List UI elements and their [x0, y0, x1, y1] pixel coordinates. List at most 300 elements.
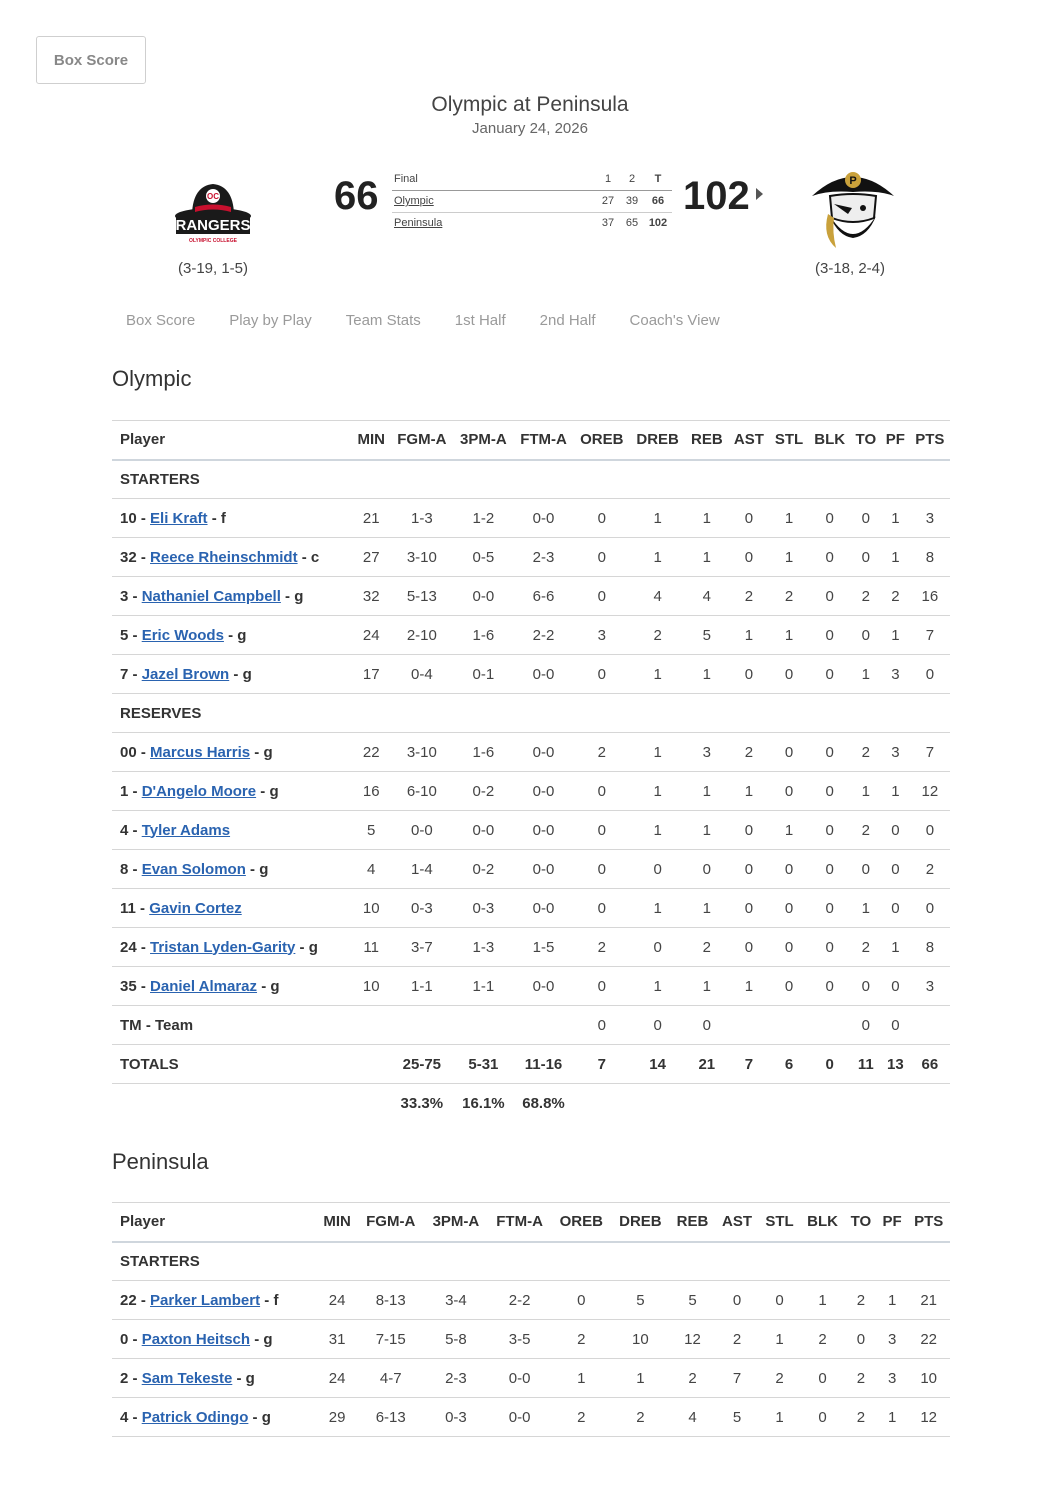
stat-cell: 0 — [809, 655, 851, 694]
column-header[interactable]: Player — [112, 1203, 317, 1242]
stat-cell — [769, 1006, 808, 1045]
totals-cell: 11-16 — [513, 1045, 573, 1084]
totals-row — [112, 1045, 950, 1084]
stat-cell: 0-0 — [513, 967, 573, 1006]
column-header[interactable]: TO — [845, 1203, 877, 1242]
linescore-status: Final — [392, 168, 596, 190]
stat-cell: 24 — [317, 1359, 358, 1398]
stat-cell: 12 — [670, 1320, 716, 1359]
stat-cell: 8 — [910, 538, 950, 577]
stat-cell: 1 — [769, 811, 808, 850]
separator: - — [128, 860, 142, 878]
player-name-link[interactable]: Evan Solomon — [141, 860, 246, 878]
player-name-link[interactable]: D'Angelo Moore — [141, 782, 257, 800]
stat-cell: 0 — [881, 889, 910, 928]
stat-cell: 0 — [574, 889, 630, 928]
player-position: g — [245, 1369, 255, 1387]
stat-cell: 1 — [800, 1281, 845, 1320]
stat-cell: 1 — [630, 967, 685, 1006]
stat-cell: 3 — [877, 1359, 907, 1398]
separator: - — [136, 1291, 151, 1309]
separator: - — [207, 509, 221, 527]
jersey-number: 00 — [120, 743, 137, 761]
stat-cell: 1 — [851, 655, 881, 694]
stat-cell: 0-2 — [453, 772, 513, 811]
column-header[interactable]: FGM-A — [357, 1203, 424, 1242]
percentage-cell: 33.3% — [400, 1094, 444, 1112]
player-row — [112, 1359, 950, 1398]
column-header[interactable]: REB — [670, 1203, 716, 1242]
player-cell — [112, 772, 352, 811]
separator: - — [128, 1330, 142, 1348]
stat-cell: 22 — [907, 1320, 950, 1359]
player-cell — [112, 577, 352, 616]
separator: - — [128, 1369, 142, 1387]
logo-initials: OC — [207, 192, 219, 201]
stat-cell: 0 — [728, 928, 769, 967]
linescore-team-link[interactable]: Olympic — [394, 195, 434, 207]
stat-cell: 0-0 — [390, 811, 453, 850]
column-header[interactable]: AST — [728, 421, 769, 460]
logo-subtext: OLYMPIC COLLEGE — [189, 238, 237, 244]
column-header[interactable]: MIN — [317, 1203, 358, 1242]
stat-cell: 10 — [611, 1320, 670, 1359]
separator: - — [128, 587, 142, 605]
section-row — [112, 694, 950, 733]
stat-cell: 2 — [759, 1359, 801, 1398]
stat-cell: 2 — [685, 928, 728, 967]
stat-cell: 0 — [769, 967, 808, 1006]
olympic-record: (3-19, 1-5) — [177, 260, 249, 277]
game-title: Olympic at Peninsula — [431, 93, 629, 116]
stat-cell: 0 — [881, 850, 910, 889]
separator: - — [280, 587, 295, 605]
section-label: STARTERS — [112, 1242, 950, 1281]
jersey-number: 0 — [120, 1330, 129, 1348]
section-row — [112, 1242, 950, 1281]
stat-cell: 17 — [352, 655, 390, 694]
column-header[interactable]: PTS — [907, 1203, 950, 1242]
player-cell — [112, 655, 352, 694]
stat-cell — [910, 1006, 950, 1045]
player-name-link[interactable]: Patrick Odingo — [141, 1408, 249, 1426]
stat-cell: 1 — [851, 772, 881, 811]
column-header[interactable]: FTM-A — [488, 1203, 552, 1242]
percentage-cell — [352, 1084, 390, 1123]
stat-cell: 5-8 — [424, 1320, 488, 1359]
percentage-row — [112, 1084, 950, 1123]
stat-cell: 6-13 — [357, 1398, 424, 1437]
stat-cell: 5 — [670, 1281, 716, 1320]
stat-cell — [513, 1006, 573, 1045]
player-cell — [112, 733, 352, 772]
stat-cell: 0 — [881, 967, 910, 1006]
stat-cell: 1 — [877, 1281, 907, 1320]
separator: - — [136, 743, 151, 761]
column-header[interactable]: MIN — [352, 421, 390, 460]
stat-cell: 1-6 — [453, 616, 513, 655]
stat-cell: 2 — [910, 850, 950, 889]
stat-cell: 1 — [769, 538, 808, 577]
stat-cell: 7 — [910, 616, 950, 655]
stat-cell: 0 — [728, 850, 769, 889]
stat-cell: 3 — [574, 616, 630, 655]
stat-cell: 0 — [574, 850, 630, 889]
player-row — [112, 967, 950, 1006]
stat-cell: 24 — [352, 616, 390, 655]
percentage-cell — [809, 1084, 851, 1123]
totals-cell: 5-31 — [453, 1045, 513, 1084]
stat-cell: 0-1 — [453, 655, 513, 694]
totals-label: TOTALS — [112, 1045, 352, 1084]
stat-cell: 3 — [881, 733, 910, 772]
totals-cell: 7 — [728, 1045, 769, 1084]
stat-cell: 1 — [551, 1359, 611, 1398]
player-cell — [112, 499, 352, 538]
column-header[interactable]: FTM-A — [513, 421, 573, 460]
stat-cell: 5-13 — [390, 577, 453, 616]
separator: - — [128, 1408, 142, 1426]
stat-cell: 1 — [881, 928, 910, 967]
percentage-cell — [728, 1084, 769, 1123]
stat-cell: 0-0 — [513, 655, 573, 694]
percentage-cell: 68.8% — [522, 1094, 565, 1112]
player-cell — [112, 928, 352, 967]
player-position: g — [263, 1330, 273, 1348]
jersey-number: 2 — [120, 1369, 129, 1387]
column-header[interactable]: TO — [851, 421, 881, 460]
separator: - — [297, 548, 311, 566]
stat-cell: 1 — [685, 889, 728, 928]
player-name-link[interactable]: Marcus Harris — [150, 743, 251, 761]
stat-cell: 0 — [809, 889, 851, 928]
stat-cell — [728, 1006, 769, 1045]
stat-cell: 12 — [907, 1398, 950, 1437]
percentage-cell — [630, 1084, 685, 1123]
stat-cell: 2-2 — [488, 1281, 552, 1320]
stat-cell: 0 — [769, 928, 808, 967]
stat-cell: 0-0 — [513, 850, 573, 889]
player-cell — [112, 538, 352, 577]
player-name-link[interactable]: Paxton Heitsch — [141, 1330, 251, 1348]
stat-cell: 16 — [352, 772, 390, 811]
player-name-link[interactable]: Parker Lambert — [150, 1291, 261, 1309]
stat-cell: 0-0 — [488, 1359, 552, 1398]
stat-cell: 1 — [728, 616, 769, 655]
stat-cell: 0 — [685, 1006, 728, 1045]
totals-cell: 7 — [574, 1045, 630, 1084]
stat-cell: 5 — [715, 1398, 759, 1437]
stat-cell: 0 — [769, 655, 808, 694]
tab-coachs-view[interactable]: Coach's View — [629, 312, 720, 329]
jersey-number: 5 — [120, 626, 129, 644]
separator: - — [128, 821, 142, 839]
stat-cell: 2 — [851, 928, 881, 967]
stat-cell: 0 — [769, 733, 808, 772]
player-name-link[interactable]: Tristan Lyden-Garity — [150, 938, 296, 956]
logo-wordmark: RANGERS — [175, 217, 251, 234]
player-cell — [112, 1281, 317, 1320]
stat-cell: 31 — [317, 1320, 358, 1359]
stat-cell: 0 — [728, 538, 769, 577]
percentage-cell — [769, 1084, 808, 1123]
percentage-cell — [685, 1084, 728, 1123]
stat-cell: 0 — [809, 928, 851, 967]
player-position: g — [261, 1408, 271, 1426]
column-header[interactable]: BLK — [800, 1203, 845, 1242]
stat-cell: 0-0 — [513, 499, 573, 538]
box-score-button[interactable]: Box Score — [36, 36, 146, 84]
column-header[interactable]: PTS — [910, 421, 950, 460]
jersey-number: 35 — [120, 977, 137, 995]
tab-2nd-half[interactable]: 2nd Half — [539, 312, 596, 329]
column-header[interactable]: FGM-A — [390, 421, 453, 460]
stat-cell: 2-3 — [424, 1359, 488, 1398]
totals-cell: 21 — [685, 1045, 728, 1084]
tab-1st-half[interactable]: 1st Half — [454, 312, 506, 329]
totals-cell: 6 — [769, 1045, 808, 1084]
stat-cell: 3-10 — [390, 733, 453, 772]
stat-cell: 0 — [715, 1281, 759, 1320]
column-header[interactable]: STL — [769, 421, 808, 460]
player-name-link[interactable]: Gavin Cortez — [149, 899, 242, 917]
stat-cell: 5 — [611, 1281, 670, 1320]
player-name-link[interactable]: Eli Kraft — [150, 509, 208, 527]
totals-cell: 13 — [881, 1045, 910, 1084]
stat-cell: 0 — [769, 850, 808, 889]
player-name-link[interactable]: Eric Woods — [141, 626, 224, 644]
player-name-link[interactable]: Reece Rheinschmidt — [150, 548, 298, 566]
column-header[interactable]: AST — [715, 1203, 759, 1242]
separator: - — [135, 899, 150, 917]
header-row — [112, 1203, 950, 1242]
linescore-total: 66 — [644, 190, 672, 212]
player-name-link[interactable]: Jazel Brown — [141, 665, 230, 683]
stat-cell: 2 — [728, 733, 769, 772]
box-score-tabs — [126, 312, 754, 329]
player-cell — [112, 1320, 317, 1359]
tab-play-by-play[interactable]: Play by Play — [229, 312, 312, 329]
stat-cell: 0-0 — [513, 772, 573, 811]
stat-cell: 1 — [630, 538, 685, 577]
separator: - — [136, 548, 151, 566]
olympic-score: 66 — [334, 174, 379, 218]
player-name-link[interactable]: Nathaniel Campbell — [141, 587, 281, 605]
team-row — [112, 1006, 950, 1045]
stat-cell: 2 — [574, 733, 630, 772]
percentage-cell — [851, 1084, 881, 1123]
jersey-number: 4 — [120, 1408, 129, 1426]
jersey-number: 3 — [120, 587, 129, 605]
stat-cell: 21 — [352, 499, 390, 538]
stat-cell — [352, 1006, 390, 1045]
stat-cell: 0 — [851, 616, 881, 655]
stat-cell: 6-6 — [513, 577, 573, 616]
stat-cell: 7-15 — [357, 1320, 424, 1359]
stat-cell: 2-10 — [390, 616, 453, 655]
stat-cell: 3 — [910, 967, 950, 1006]
stat-cell: 0 — [851, 1006, 881, 1045]
player-row — [112, 655, 950, 694]
separator: - — [229, 665, 243, 683]
totals-cell: 66 — [910, 1045, 950, 1084]
stat-cell: 1 — [881, 499, 910, 538]
stat-cell: 1-5 — [513, 928, 573, 967]
stat-cell: 0 — [574, 1006, 630, 1045]
stat-cell: 1 — [877, 1398, 907, 1437]
stat-cell: 2 — [851, 577, 881, 616]
stat-cell: 1 — [769, 616, 808, 655]
game-date: January 24, 2026 — [472, 120, 588, 137]
stat-cell: 1 — [685, 811, 728, 850]
separator: - — [136, 509, 151, 527]
stat-cell: 4 — [670, 1398, 716, 1437]
stat-cell: 0 — [728, 655, 769, 694]
stat-cell: 1 — [685, 772, 728, 811]
stat-cell: 3-7 — [390, 928, 453, 967]
stat-cell: 32 — [352, 577, 390, 616]
player-name-link[interactable]: Sam Tekeste — [141, 1369, 233, 1387]
stat-cell: 3-5 — [488, 1320, 552, 1359]
stat-cell: 2 — [881, 577, 910, 616]
stat-cell: 0 — [881, 811, 910, 850]
player-row — [112, 1281, 950, 1320]
percentage-cell — [910, 1084, 950, 1123]
stat-cell: 0 — [574, 577, 630, 616]
player-cell — [112, 616, 352, 655]
linescore-cell: 37 — [601, 217, 615, 230]
stat-cell: 2 — [845, 1359, 877, 1398]
jersey-number: 32 — [120, 548, 137, 566]
column-header[interactable]: DREB — [611, 1203, 670, 1242]
stat-cell: 10 — [352, 889, 390, 928]
stat-cell: 2 — [551, 1320, 611, 1359]
player-position: g — [269, 782, 279, 800]
totals-cell: 11 — [851, 1045, 881, 1084]
tab-box-score[interactable]: Box Score — [126, 312, 196, 329]
stat-cell: 0-0 — [513, 889, 573, 928]
peninsula-score: 102 — [683, 174, 750, 218]
linescore-team-link[interactable]: Peninsula — [394, 217, 443, 230]
stat-cell: 2 — [800, 1320, 845, 1359]
player-row — [112, 733, 950, 772]
stat-cell: 1 — [759, 1398, 801, 1437]
column-header[interactable]: BLK — [809, 421, 851, 460]
stat-cell: 16 — [910, 577, 950, 616]
separator: - — [245, 860, 260, 878]
stat-cell: 10 — [907, 1359, 950, 1398]
player-row — [112, 1398, 950, 1437]
column-header[interactable]: DREB — [630, 421, 685, 460]
stat-cell: 0 — [809, 850, 851, 889]
stat-cell: 2 — [845, 1398, 877, 1437]
stat-cell: 2-3 — [513, 538, 573, 577]
stat-cell: 1 — [630, 811, 685, 850]
stat-cell: 2-2 — [513, 616, 573, 655]
stat-cell: 0 — [574, 499, 630, 538]
stat-cell: 12 — [910, 772, 950, 811]
column-header[interactable]: REB — [685, 421, 728, 460]
separator: - — [260, 1291, 274, 1309]
tab-team-stats[interactable]: Team Stats — [345, 312, 421, 329]
player-position: g — [294, 587, 304, 605]
player-name-link[interactable]: Tyler Adams — [141, 821, 231, 839]
stat-cell: 0-5 — [453, 538, 513, 577]
stat-cell: 1-1 — [390, 967, 453, 1006]
stat-cell: 1 — [611, 1359, 670, 1398]
player-cell — [112, 850, 352, 889]
stat-cell: 2 — [851, 811, 881, 850]
peninsula-pirates-logo[interactable] — [808, 166, 898, 252]
stat-cell: 1 — [881, 772, 910, 811]
column-header[interactable]: PF — [881, 421, 910, 460]
totals-cell — [352, 1045, 390, 1084]
stat-cell: 0 — [574, 967, 630, 1006]
player-row — [112, 772, 950, 811]
stat-cell: 1 — [728, 772, 769, 811]
player-position: f — [220, 509, 226, 527]
column-header[interactable]: PF — [877, 1203, 907, 1242]
olympic-rangers-logo[interactable] — [168, 172, 258, 252]
stat-cell: 0-3 — [453, 889, 513, 928]
player-position: g — [242, 665, 252, 683]
linescore-period-total: T — [644, 168, 672, 190]
stat-cell: 0-0 — [453, 811, 513, 850]
column-header[interactable]: OREB — [551, 1203, 611, 1242]
stat-cell: 0 — [809, 538, 851, 577]
separator: - — [128, 626, 142, 644]
stat-cell: 1 — [769, 499, 808, 538]
stat-cell: 2 — [670, 1359, 716, 1398]
column-header[interactable]: STL — [759, 1203, 801, 1242]
stat-cell: 5 — [685, 616, 728, 655]
stat-cell: 1-3 — [453, 928, 513, 967]
column-header[interactable]: 3PM-A — [453, 421, 513, 460]
section-row — [112, 460, 950, 499]
player-name-link[interactable]: Daniel Almaraz — [150, 977, 258, 995]
separator: - — [223, 626, 238, 644]
separator: - — [128, 782, 142, 800]
percentage-cell — [881, 1084, 910, 1123]
stat-cell: 4 — [352, 850, 390, 889]
stat-cell: 3 — [881, 655, 910, 694]
stat-cell: 2 — [574, 928, 630, 967]
team-row-label: TM - Team — [112, 1006, 352, 1045]
stat-cell: 0 — [800, 1398, 845, 1437]
stat-cell: 0 — [630, 928, 685, 967]
linescore-period-2: 2 — [620, 168, 644, 190]
jersey-number: 8 — [120, 860, 129, 878]
stat-cell: 1 — [630, 655, 685, 694]
player-row — [112, 616, 950, 655]
column-header[interactable]: Player — [112, 421, 352, 460]
stat-cell: 3 — [685, 733, 728, 772]
separator: - — [250, 743, 264, 761]
stat-cell: 0-3 — [390, 889, 453, 928]
stat-cell: 1 — [881, 616, 910, 655]
separator: - — [128, 665, 142, 683]
stat-cell: 1 — [881, 538, 910, 577]
column-header[interactable]: OREB — [574, 421, 630, 460]
player-row — [112, 850, 950, 889]
column-header[interactable]: 3PM-A — [424, 1203, 488, 1242]
stat-cell: 6-10 — [390, 772, 453, 811]
percentage-cell: 16.1% — [462, 1094, 505, 1112]
stat-cell: 0 — [809, 733, 851, 772]
olympic-box-score-table — [112, 420, 950, 1123]
player-row — [112, 889, 950, 928]
stat-cell: 8 — [910, 928, 950, 967]
